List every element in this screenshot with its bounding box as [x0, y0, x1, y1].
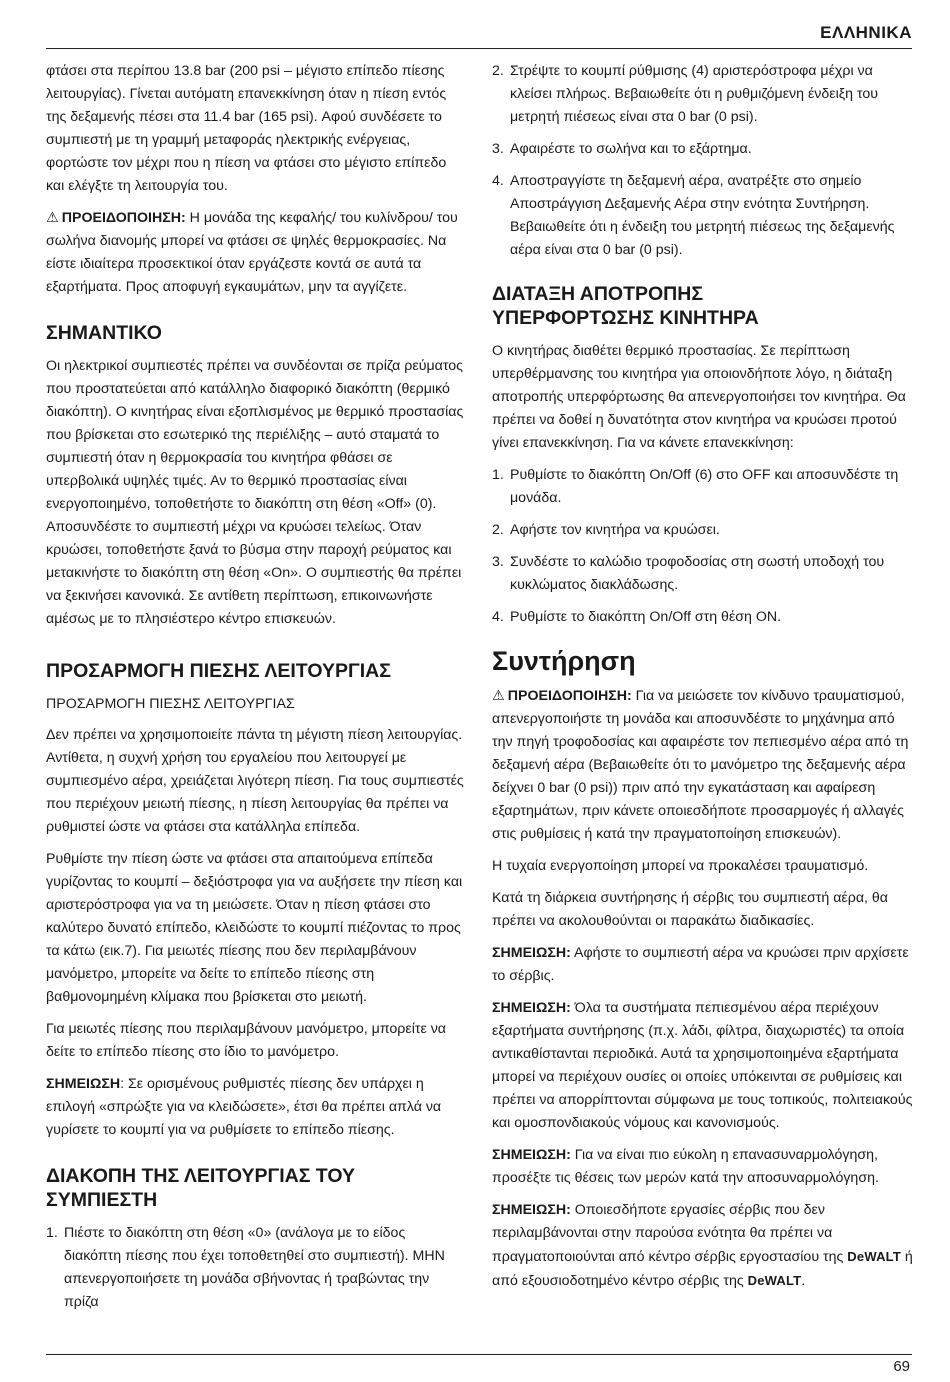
list-item-text: Συνδέστε το καλώδιο τροφοδοσίας στη σωστή υποδοχή του κυκλώματος διακλάδωσης.	[510, 554, 885, 593]
list-item	[492, 551, 914, 597]
stop-steps-list-continued	[492, 60, 914, 262]
right-column	[492, 60, 914, 1302]
paragraph-motor-overload: Ο κινητήρας διαθέτει θερμικό προστασίας. Σε περίπτωση υπερθέρμανσης του κινητήρα για οποιονδήποτε λόγο, η διάταξη αποτροπής υπερφόρτωσης θα απενεργοποιήσει τον κινητήρα. Θα πρέπει να δοθεί η δυνατότητα στον κινητήρα να κρυώσει προτού γίνει επανεκκίνηση. Για να κάνετε επανεκκίνηση:	[492, 343, 906, 451]
paragraph-pressure-1: Δεν πρέπει να χρησιμοποιείτε πάντα τη μέγιστη πίεση λειτουργίας. Αντίθετα, η συχνή χρήση του εργαλείου που λειτουργεί με συμπιεσμένο αέρα, χρειάζεται λιγότερη πίεση. Για τους συμπιεστές που περιέχουν μειωτή πίεσης, η πίεση λειτουργίας θα πρέπει να ρυθμιστεί ώστε να φτάσει στα κατάλληλα επίπεδα.	[46, 727, 464, 835]
language-label: ΕΛΛΗΝΙΚΑ	[820, 23, 912, 42]
heading-pressure-adjust: ΠΡΟΣΑΡΜΟΓΗ ΠΙΕΣΗΣ ΛΕΙΤΟΥΡΓΙΑΣ	[46, 660, 391, 682]
warning-icon: ⚠	[492, 688, 505, 704]
note-service-center	[492, 1199, 914, 1293]
paragraph-intro: φτάσει στα περίπου 13.8 bar (200 psi – μέγιστο επίπεδο πίεσης λειτουργίας). Γίνεται αυτόματη επανεκκίνηση όταν η πίεση εντός της δεξαμενής πέσει στα 11.4 bar (165 psi). Αφού συνδέσετε το συμπιεστή με τη γραμμή μεταφοράς ηλεκτρικής ενέργειας, φορτώστε τον μέχρι που η πίεση να φτάσει στο μέγιστο επίπεδο και ελέγξτε τη λειτουργία του.	[46, 63, 447, 194]
page-number: 69	[893, 1358, 910, 1375]
warning-hot-parts	[46, 207, 466, 299]
restart-steps-list	[492, 464, 914, 629]
note-text: Οποιεσδήποτε εργασίες σέρβις που δεν περιλαμβάνονται στην παρούσα ενότητα θα πρέπει να πραγματοποιούνται από κέντρο σέρβις εργοστασίου της	[492, 1202, 848, 1265]
list-item	[492, 60, 914, 129]
heading-line: ΔΙΑΤΑΞΗ ΑΠΟΤΡΟΠΗΣ	[492, 283, 704, 305]
heading-stop-compressor: ΔΙΑΚΟΠΗ ΤΗΣ ΛΕΙΤΟΥΡΓΙΑΣ ΤΟΥ ΣΥΜΠΙΕΣΤΗ	[46, 1165, 356, 1211]
list-item	[492, 464, 914, 510]
list-item-text: Αφαιρέστε το σωλήνα και το εξάρτημα.	[510, 141, 752, 157]
heading-line: ΥΠΕΡΦΟΡΤΩΣΗΣ ΚΙΝΗΤΗΡΑ	[492, 307, 759, 329]
heading-important: ΣΗΜΑΝΤΙΚΟ	[46, 322, 162, 344]
paragraph-pressure-3: Για μειωτές πίεσης που περιλαμβάνουν μανόμετρο, μπορείτε να δείτε το επίπεδο πίεσης στο ίδιο το μανόμετρο.	[46, 1021, 447, 1060]
note-label: ΣΗΜΕΙΩΣΗ:	[492, 945, 571, 961]
list-item	[492, 138, 914, 161]
note-maintenance-parts	[492, 997, 914, 1135]
warning-text: Η μονάδα της κεφαλής/ του κυλίνδρου/ του σωλήνα διανομής μπορεί να φτάσει σε ψηλές θερμοκρασίες. Να είστε ιδιαίτερα προσεκτικοί όταν εργάζεστε κοντά σε αυτά τα εξαρτήματα. Προς αποφυγή εγκαυμάτων, μην τα αγγίζετε.	[46, 210, 458, 295]
heading-motor-overload	[492, 282, 914, 330]
paragraph-maintenance-procedures: Κατά τη διάρκεια συντήρησης ή σέρβις του συμπιεστή αέρα, θα πρέπει να ακολουθούνται οι παρακάτω διαδικασίες.	[492, 890, 888, 929]
header-rule	[46, 48, 912, 49]
paragraph-accidental-start: Η τυχαία ενεργοποίηση μπορεί να προκαλέσει τραυματισμό.	[492, 858, 869, 874]
footer-rule	[46, 1354, 912, 1355]
note-push-to-lock	[46, 1073, 466, 1142]
heading-maintenance: Συντήρηση	[492, 646, 636, 676]
note-text: ή από εξουσιοδοτημένο κέντρο σέρβις της	[492, 1249, 913, 1289]
note-text: Αφήστε το συμπιεστή αέρα να κρυώσει πριν αρχίσετε το σέρβις.	[492, 945, 909, 984]
paragraph-important: Οι ηλεκτρικοί συμπιεστές πρέπει να συνδέονται σε πρίζα ρεύματος που προστατεύεται από κατάλληλο διαφορικό διακόπτη (θερμικό διακόπτη). Ο κινητήρας είναι εξοπλισμένος με θερμικό προστασίας που βρίσκεται στο εσωτερικό της περιέλιξης – αυτό σταματά το συμπιεστή όταν η θερμοκρασία του κινητήρα φθάσει σε υπερβολικά υψηλές τιμές. Αν το θερμικό προστασίας είναι ενεργοποιημένο, τοποθετήστε το διακόπτη στη θέση «Off» (0). Αποσυνδέστε το συμπιεστή μέχρι να κρυώσει τελείως. Όταν κρυώσει, τοποθετήστε ξανά το βύσμα στην παροχή ρεύματος και μετακινήστε το διακόπτη στη θέση «On». Ο συμπιεστής θα πρέπει να ξεκινήσει κανονικά. Σε αντίθετη περίπτωση, επικοινωνήστε αμέσως με το πλησιέστερο κέντρο επισκευών.	[46, 358, 464, 627]
note-text: Όλα τα συστήματα πεπιεσμένου αέρα περιέχουν εξαρτήματα συντήρησης (π.χ. λάδι, φίλτρα, διαχωριστές) τα οποία αντικαθίστανται περιοδικά. Αυτά τα χρησιμοποιημένα εξαρτήματα μπορεί να περιέχουν ουσίες οι οποίες υπόκεινται σε ρυθμίσεις και πρέπει να απορρίπτονται σύμφωνα με τους τοπικούς, πολιτειακούς και ομοσπονδιακούς νόμους και κανονισμούς.	[492, 1000, 913, 1131]
list-item-number: 3.	[492, 554, 504, 570]
list-item-number: 1.	[46, 1225, 58, 1241]
list-item	[46, 1222, 466, 1314]
list-item-number: 2.	[492, 63, 504, 79]
brand-name: DeWALT	[847, 1249, 901, 1264]
warning-text: Για να μειώσετε τον κίνδυνο τραυματισμού, απενεργοποιήστε τη μονάδα και αποσυνδέστε το μηχάνημα από την πηγή τροφοδοσίας και αφαιρέστε τον πεπιεσμένο αέρα από τη δεξαμενή αέρα (Βεβαιωθείτε ότι το μανόμετρο της δεξαμενής αέρα δείχνει 0 bar (0 psi)) πριν από την εγκατάσταση και αφαίρεση εξαρτημάτων, πριν κάνετε οποιεσδήποτε προσαρμογές ή αλλαγές στις ρυθμίσεις ή κατά την πραγματοποίηση επισκευών).	[492, 688, 909, 842]
warning-label: ΠΡΟΕΙΔΟΠΟΙΗΣΗ:	[61, 210, 186, 226]
note-text: : Σε ορισμένους ρυθμιστές πίεσης δεν υπάρχει η επιλογή «σπρώξτε για να κλειδώσετε», έτσι θα πρέπει απλά να γυρίσετε το κουμπί για να ρυθμίσετε το επίπεδο πίεσης.	[46, 1076, 442, 1138]
list-item	[492, 606, 914, 629]
warning-label: ΠΡΟΕΙΔΟΠΟΙΗΣΗ:	[507, 688, 632, 704]
note-label: ΣΗΜΕΙΩΣΗ:	[492, 1000, 571, 1016]
stop-steps-list	[46, 1222, 466, 1314]
list-item-number: 2.	[492, 522, 504, 538]
brand-name: DeWALT	[747, 1273, 802, 1288]
list-item-text: Ρυθμίστε το διακόπτη On/Off (6) στο OFF και αποσυνδέστε τη μονάδα.	[510, 467, 899, 506]
list-item-text: Στρέψτε το κουμπί ρύθμισης (4) αριστερόστροφα μέχρι να κλείσει πλήρως. Βεβαιωθείτε ότι η ρυθμιζόμενη ένδειξη του μετρητή πιέσεως είναι στα 0 bar (0 psi).	[510, 63, 879, 125]
note-label: ΣΗΜΕΙΩΣΗ:	[492, 1202, 571, 1218]
note-label: ΣΗΜΕΙΩΣΗ:	[492, 1147, 571, 1163]
warning-maintenance	[492, 685, 914, 846]
note-cool-down	[492, 942, 914, 988]
list-item-number: 4.	[492, 609, 504, 625]
note-reassembly	[492, 1144, 914, 1190]
note-text: Για να είναι πιο εύκολη η επανασυναρμολόγηση, προσέξτε τις θέσεις των μερών κατά την αποσυναρμολόγηση.	[492, 1147, 879, 1186]
list-item	[492, 170, 914, 262]
list-item-number: 4.	[492, 173, 504, 189]
paragraph-pressure-2: Ρυθμίστε την πίεση ώστε να φτάσει στα απαιτούμενα επίπεδα γυρίζοντας το κουμπί – δεξιόστροφα για να αυξήσετε την πίεση και αριστερόστροφα για να τη μειώσετε. Όταν η πίεση φτάσει στο καλύτερο δυνατό επίπεδο, κλειδώστε το κουμπί πιέζοντας το προς τα κάτω (εικ.7). Για μειωτές πίεσης που δεν περιλαμβάνουν μανόμετρο, μπορείτε να δείτε το επίπεδο πίεσης στη βαθμονομημένη κλίμακα που βρίσκεται στο μειωτή.	[46, 851, 463, 1005]
subheading-pressure-adjust: ΠΡΟΣΑΡΜΟΓΗ ΠΙΕΣΗΣ ΛΕΙΤΟΥΡΓΙΑΣ	[46, 696, 295, 712]
list-item-number: 3.	[492, 141, 504, 157]
warning-icon: ⚠	[46, 210, 59, 226]
list-item	[492, 519, 914, 542]
list-item-number: 1.	[492, 467, 504, 483]
list-item-text: Πιέστε το διακόπτη στη θέση «0» (ανάλογα με το είδος διακόπτη πίεσης που έχει τοποθετηθεί στο συμπιεστή). ΜΗΝ απενεργοποιήσετε τη μονάδα σβήνοντας ή τραβώντας την πρίζα	[64, 1225, 445, 1310]
note-label: ΣΗΜΕΙΩΣΗ	[46, 1076, 121, 1092]
list-item-text: Αποστραγγίστε τη δεξαμενή αέρα, ανατρέξτε στο σημείο Αποστράγγιση Δεξαμενής Αέρα στην ενότητα Συντήρηση. Βεβαιωθείτε ότι η ένδειξη του μετρητή πιέσεως της δεξαμενής αέρα είναι στα 0 bar (0 psi).	[510, 173, 895, 258]
list-item-text: Ρυθμίστε το διακόπτη On/Off στη θέση ON.	[510, 609, 782, 625]
list-item-text: Αφήστε τον κινητήρα να κρυώσει.	[510, 522, 720, 538]
left-column	[46, 60, 466, 1323]
note-text: .	[801, 1273, 806, 1289]
